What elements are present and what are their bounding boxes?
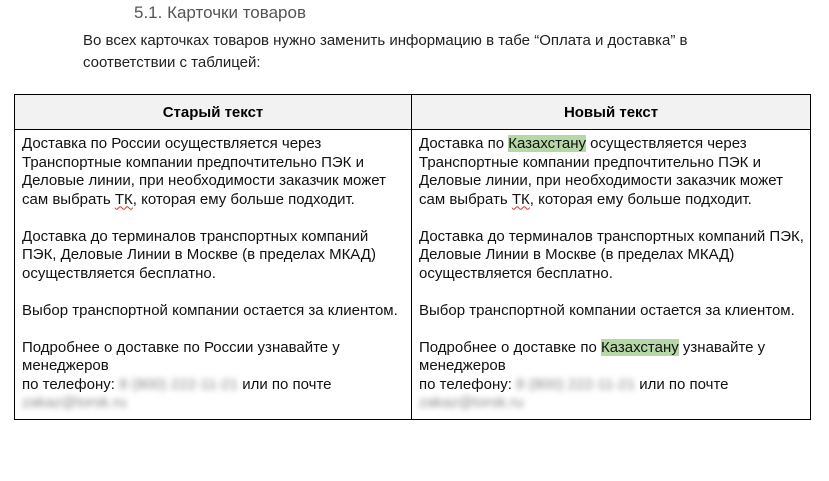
header-new-text: Новый текст	[412, 95, 811, 130]
old-text-cell	[15, 130, 412, 420]
old-redacted-email: zakaz@torsk.ru	[22, 394, 127, 411]
new-p4-mid: или по почте	[635, 375, 729, 393]
new-paragraph-shipping	[419, 135, 804, 209]
old-p4-line1: Подробнее о доставке по России узнавайте у менеджеров	[22, 338, 340, 374]
new-p1-spellcheck-word: ТК	[511, 190, 530, 208]
new-p1-text-a: Доставка по	[419, 135, 509, 152]
old-redacted-phone: 8 (800) 222-11-21	[119, 375, 239, 393]
old-paragraph-shipping	[22, 135, 405, 209]
old-p1-text-b: , которая ему больше подходит.	[132, 190, 355, 208]
new-p4-phone-prefix: по телефону:	[419, 375, 517, 393]
old-p4-phone-prefix: по телефону:	[22, 375, 120, 393]
table-header-row	[15, 95, 811, 130]
new-text-cell	[412, 130, 811, 420]
new-p1-text-c: , которая ему больше подходит.	[529, 190, 752, 208]
old-p1-text-a: Доставка по России осуществляется через Транспортные компании предпочтительно ПЭК и Деловые линии, при необходимости заказчик может сам выбрать	[22, 135, 386, 208]
old-p4-mid: или по почте	[238, 375, 332, 393]
new-p4-line1-b: узнавайте у менеджеров	[419, 338, 766, 374]
new-p1-text-b: осуществляется через Транспортные компании предпочтительно ПЭК и Деловые линии, при необходимости заказчик может сам выбрать	[419, 135, 783, 208]
new-paragraph-choice: Выбор транспортной компании остается за клиентом.	[419, 301, 795, 319]
table-row	[15, 130, 811, 420]
new-p4-line1-a: Подробнее о доставке по	[419, 338, 601, 356]
new-redacted-email: zakaz@torsk.ru	[419, 394, 524, 411]
replacement-table	[14, 94, 811, 420]
old-paragraph-contacts	[22, 339, 405, 413]
section-heading: 5.1. Карточки товаров	[134, 3, 306, 22]
new-p1-highlight: Казахстану	[508, 135, 587, 152]
old-p1-spellcheck-word: ТК	[114, 190, 133, 208]
new-paragraph-contacts	[419, 339, 804, 413]
new-redacted-phone: 8 (800) 222-11-21	[516, 375, 636, 393]
new-p4-highlight: Казахстану	[600, 338, 679, 356]
header-old-text: Старый текст	[15, 95, 412, 130]
new-paragraph-terminals: Доставка до терминалов транспортных компаний ПЭК, Деловые Линии в Москве (в пределах МКАД) осуществляется бесплатно.	[419, 227, 804, 282]
old-paragraph-choice: Выбор транспортной компании остается за клиентом.	[22, 301, 398, 319]
intro-paragraph: Во всех карточках товаров нужно заменить информацию в табе “Оплата и доставка” в соответствии с таблицей:	[83, 32, 688, 71]
old-paragraph-terminals: Доставка до терминалов транспортных компаний ПЭК, Деловые Линии в Москве (в пределах МКАД) осуществляется бесплатно.	[22, 227, 376, 282]
